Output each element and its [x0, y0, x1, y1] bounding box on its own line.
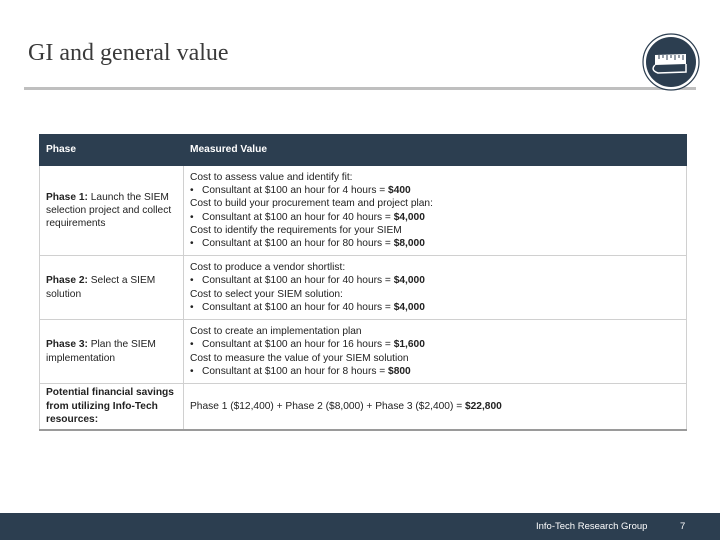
- table-header-row: [40, 135, 687, 166]
- slide-title: GI and general value: [28, 40, 229, 66]
- phase-description: Plan the SIEM implementation: [46, 339, 156, 364]
- cost-text: Consultant at $100 an hour for 80 hours =: [202, 237, 394, 249]
- cost-heading: [190, 352, 680, 365]
- phase-description: Launch the SIEM selection project and collect requirements: [46, 191, 172, 230]
- table-row: [40, 320, 687, 384]
- bullet-icon: •: [190, 275, 194, 287]
- cost-heading: [190, 171, 680, 184]
- cost-amount: $1,600: [393, 339, 425, 351]
- bullet-icon: •: [190, 211, 194, 223]
- cost-text: Cost to identify the requirements for your SIEM: [190, 224, 402, 236]
- cost-bullet: [190, 211, 680, 224]
- cost-amount: $4,000: [393, 211, 425, 223]
- cost-text: Consultant at $100 an hour for 40 hours =: [202, 211, 394, 223]
- cost-heading: [190, 224, 680, 237]
- phase-cell: [40, 320, 184, 384]
- footer-company: Info-Tech Research Group: [536, 521, 648, 532]
- bullet-icon: •: [190, 237, 194, 249]
- cost-bullet: [190, 274, 680, 287]
- total-amount: $22,800: [464, 400, 502, 412]
- cost-heading: [190, 288, 680, 301]
- cost-bullet: [190, 365, 680, 378]
- cost-amount: $400: [388, 185, 411, 197]
- total-formula: Phase 1 ($12,400) + Phase 2 ($8,000) + Phase 3 ($2,400) =: [190, 400, 465, 412]
- cost-bullet: [190, 301, 680, 314]
- cost-text: Consultant at $100 an hour for 4 hours =: [202, 185, 389, 197]
- table-row: [40, 166, 687, 256]
- cost-amount: $4,000: [393, 275, 425, 287]
- table-row: [40, 256, 687, 320]
- cost-amount: $800: [388, 365, 411, 377]
- phase-description: Select a SIEM solution: [46, 275, 156, 300]
- phase-label: Phase 3:: [46, 339, 88, 351]
- cost-bullet: [190, 237, 680, 250]
- measured-value-cell: [184, 256, 687, 320]
- cost-text: Cost to measure the value of your SIEM solution: [190, 352, 409, 364]
- bullet-icon: •: [190, 339, 194, 351]
- phase-label: Phase 1:: [46, 191, 88, 203]
- measured-value-cell: [184, 166, 687, 256]
- cost-text: Cost to create an implementation plan: [190, 326, 362, 338]
- header-measured-value: Measured Value: [184, 135, 687, 166]
- title-divider: [24, 87, 696, 90]
- bullet-icon: •: [190, 301, 194, 313]
- measured-value-cell: [184, 320, 687, 384]
- cost-text: Consultant at $100 an hour for 40 hours =: [202, 301, 394, 313]
- phase-label: Phase 2:: [46, 275, 88, 287]
- footer-bar: [0, 513, 720, 540]
- measuring-tape-icon: [642, 33, 700, 91]
- cost-bullet: [190, 184, 680, 197]
- cost-heading: [190, 261, 680, 274]
- total-label-text: Potential financial savings from utilizing Info-Tech resources:: [46, 387, 174, 425]
- cost-text: Cost to build your procurement team and project plan:: [190, 198, 433, 210]
- cost-amount: $4,000: [393, 301, 425, 313]
- header-phase: Phase: [40, 135, 184, 166]
- bullet-icon: •: [190, 185, 194, 197]
- cost-amount: $8,000: [393, 237, 425, 249]
- phase-cell: [40, 256, 184, 320]
- total-row: [40, 384, 687, 430]
- cost-text: Consultant at $100 an hour for 8 hours =: [202, 365, 389, 377]
- value-table: [39, 134, 687, 431]
- cost-text: Cost to assess value and identify fit:: [190, 171, 353, 183]
- bullet-icon: •: [190, 365, 194, 377]
- total-label: [40, 384, 184, 430]
- cost-bullet: [190, 338, 680, 351]
- cost-text: Consultant at $100 an hour for 16 hours =: [202, 339, 394, 351]
- cost-text: Cost to produce a vendor shortlist:: [190, 262, 346, 274]
- page-number: 7: [680, 521, 686, 532]
- cost-text: Cost to select your SIEM solution:: [190, 288, 343, 300]
- cost-heading: [190, 197, 680, 210]
- total-value: [184, 384, 687, 430]
- cost-heading: [190, 325, 680, 338]
- cost-text: Consultant at $100 an hour for 40 hours =: [202, 275, 394, 287]
- phase-cell: [40, 166, 184, 256]
